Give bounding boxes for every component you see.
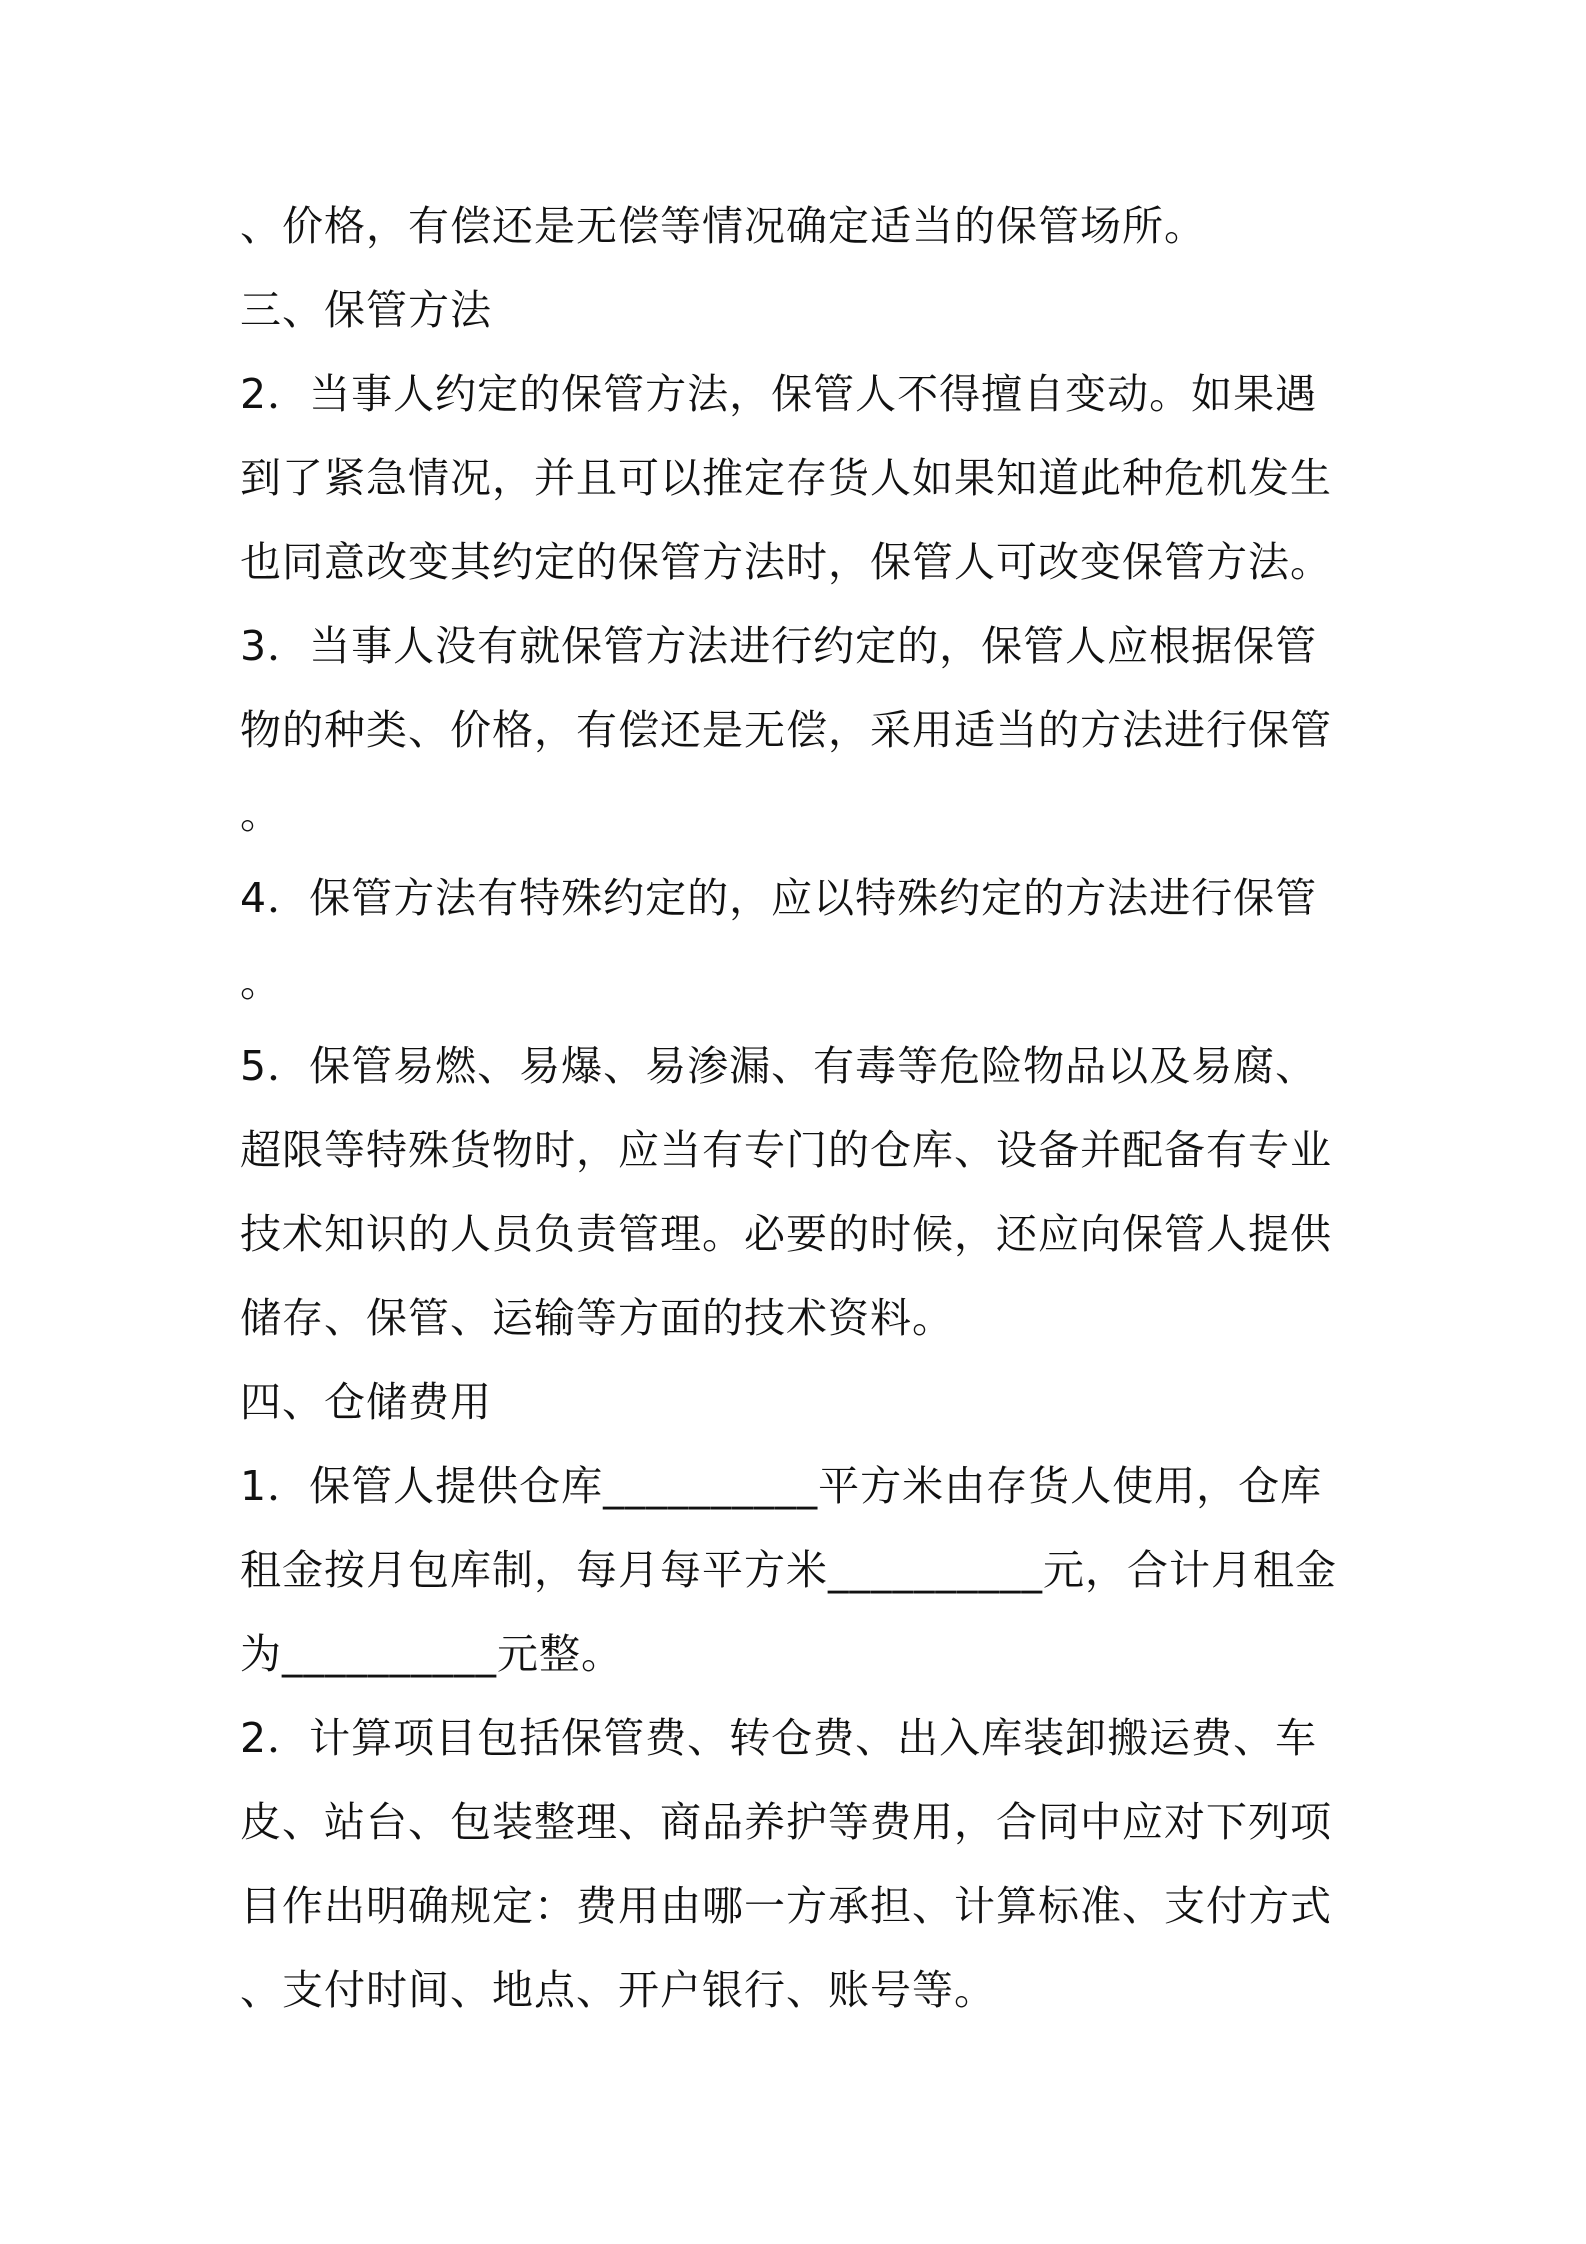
text-line: 技术知识的人员负责管理。必要的时候，还应向保管人提供: [240, 1210, 1332, 1258]
text-line: 5．保管易燃、易爆、易渗漏、有毒等危险物品以及易腐、: [240, 1042, 1318, 1090]
text-line: 到了紧急情况，并且可以推定存货人如果知道此种危机发生: [240, 454, 1332, 502]
text-line: 超限等特殊货物时，应当有专门的仓库、设备并配备有专业: [240, 1126, 1332, 1174]
text-line: 租金按月包库制，每月每平方米__________元，合计月租金: [240, 1546, 1337, 1594]
text-line: 。: [240, 790, 282, 838]
text-line: 目作出明确规定：费用由哪一方承担、计算标准、支付方式: [240, 1882, 1332, 1930]
text-line: 、价格，有偿还是无偿等情况确定适当的保管场所。: [240, 202, 1206, 250]
text-line: 2．计算项目包括保管费、转仓费、出入库装卸搬运费、车: [240, 1714, 1318, 1762]
text-line: 4．保管方法有特殊约定的，应以特殊约定的方法进行保管: [240, 874, 1318, 922]
text-line: 也同意改变其约定的保管方法时，保管人可改变保管方法。: [240, 538, 1332, 586]
text-line: 物的种类、价格，有偿还是无偿，采用适当的方法进行保管: [240, 706, 1332, 754]
text-line: 。: [240, 958, 282, 1006]
text-line: 为__________元整。: [240, 1630, 623, 1678]
section-heading: 三、保管方法: [240, 286, 492, 334]
text-line: 3．当事人没有就保管方法进行约定的，保管人应根据保管: [240, 622, 1318, 670]
section-heading: 四、仓储费用: [240, 1378, 492, 1426]
text-line: 皮、站台、包装整理、商品养护等费用，合同中应对下列项: [240, 1798, 1332, 1846]
text-line: 、支付时间、地点、开户银行、账号等。: [240, 1966, 996, 2014]
text-line: 储存、保管、运输等方面的技术资料。: [240, 1294, 954, 1342]
text-line: 2．当事人约定的保管方法，保管人不得擅自变动。如果遇: [240, 370, 1318, 418]
text-line: 1．保管人提供仓库__________平方米由存货人使用，仓库: [240, 1462, 1323, 1510]
